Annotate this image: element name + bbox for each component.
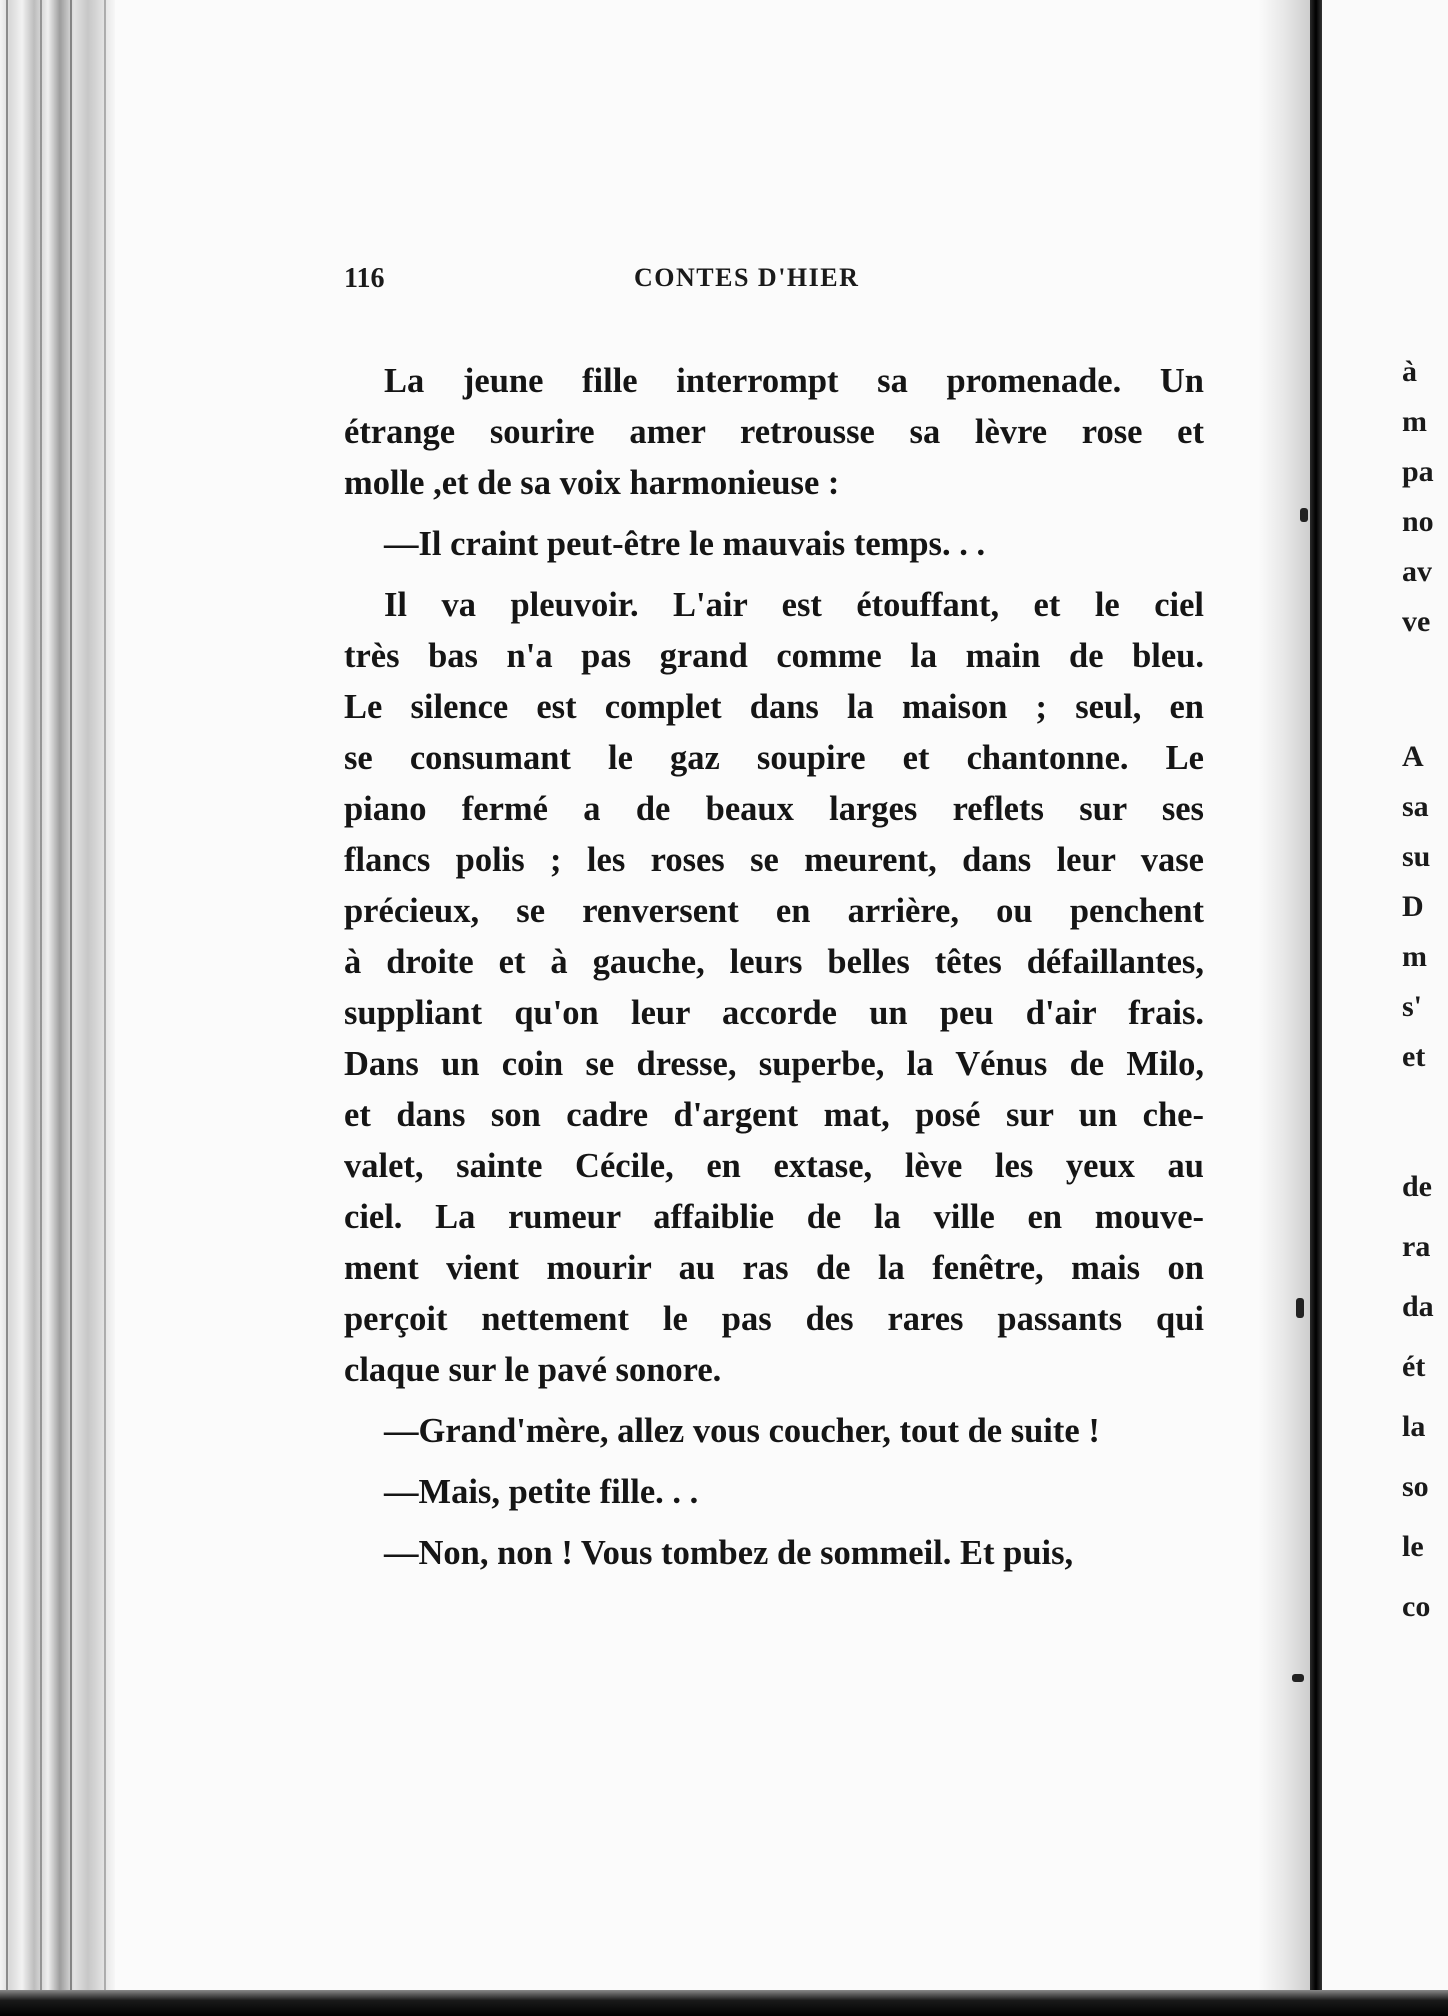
facing-fragment: so bbox=[1402, 1470, 1429, 1503]
text-line: perçoit nettement le pas des rares passants qui bbox=[344, 1300, 1204, 1338]
facing-fragment: et bbox=[1402, 1040, 1426, 1073]
dialogue-line bbox=[344, 519, 1204, 570]
facing-fragment: de bbox=[1402, 1170, 1432, 1203]
facing-fragment: pa bbox=[1402, 455, 1434, 488]
text-line: —Mais, petite fille. . . bbox=[384, 1473, 699, 1511]
dialogue-line bbox=[344, 1528, 1204, 1579]
text-line: ment vient mourir au ras de la fenêtre, mais on bbox=[344, 1249, 1204, 1287]
text-line: Le silence est complet dans la maison ; seul, en bbox=[344, 688, 1204, 726]
text-line: Il va pleuvoir. L'air est étouffant, et le ciel bbox=[384, 586, 1204, 624]
paragraph bbox=[344, 580, 1204, 1396]
text-line: et dans son cadre d'argent mat, posé sur un che- bbox=[344, 1096, 1204, 1134]
facing-fragment: su bbox=[1402, 840, 1431, 873]
text-line: —Non, non ! Vous tombez de sommeil. Et puis, bbox=[384, 1534, 1074, 1572]
running-title: CONTES D'HIER bbox=[634, 263, 860, 292]
facing-fragment: sa bbox=[1402, 790, 1429, 823]
facing-fragment: s' bbox=[1402, 990, 1423, 1023]
facing-fragment: à bbox=[1402, 355, 1417, 388]
scan-bottom-edge bbox=[0, 1990, 1448, 2016]
facing-fragment: av bbox=[1402, 555, 1432, 588]
facing-fragment: la bbox=[1402, 1410, 1426, 1443]
paragraph bbox=[344, 356, 1204, 509]
text-line: molle ,et de sa voix harmonieuse : bbox=[344, 464, 840, 502]
text-line: piano fermé a de beaux larges reflets sur ses bbox=[344, 790, 1204, 828]
facing-fragment: ve bbox=[1402, 605, 1431, 638]
facing-fragment: D bbox=[1402, 890, 1424, 923]
text-line: à droite et à gauche, leurs belles têtes défaillantes, bbox=[344, 943, 1204, 981]
text-line: ciel. La rumeur affaiblie de la ville en mouve- bbox=[344, 1198, 1204, 1236]
scan-speck bbox=[1300, 508, 1308, 522]
text-line: flancs polis ; les roses se meurent, dans leur vase bbox=[344, 841, 1204, 879]
text-line: —Grand'mère, allez vous coucher, tout de suite ! bbox=[384, 1412, 1100, 1450]
page-number: 116 bbox=[344, 263, 385, 294]
text-line: suppliant qu'on leur accorde un peu d'air frais. bbox=[344, 994, 1204, 1032]
binding-crease bbox=[70, 0, 72, 2016]
body-text bbox=[344, 356, 1204, 1579]
facing-fragment: m bbox=[1402, 405, 1427, 438]
text-line: se consumant le gaz soupire et chantonne. Le bbox=[344, 739, 1204, 777]
text-line: claque sur le pavé sonore. bbox=[344, 1351, 722, 1389]
facing-fragment: ét bbox=[1402, 1350, 1426, 1383]
text-line: valet, sainte Cécile, en extase, lève les yeux au bbox=[344, 1147, 1204, 1185]
scan-speck bbox=[1292, 1674, 1304, 1682]
text-line: —Il craint peut-être le mauvais temps. . . bbox=[384, 525, 986, 563]
facing-fragment: le bbox=[1402, 1530, 1424, 1563]
facing-fragment: co bbox=[1402, 1590, 1431, 1623]
facing-fragment: no bbox=[1402, 505, 1434, 538]
gutter-shadow bbox=[1258, 0, 1310, 2016]
book-binding-edge bbox=[0, 0, 115, 2016]
dialogue-line bbox=[344, 1467, 1204, 1518]
binding-crease bbox=[6, 0, 8, 2016]
text-line: La jeune fille interrompt sa promenade. Un bbox=[384, 362, 1204, 400]
facing-fragment: A bbox=[1402, 740, 1424, 773]
binding-crease bbox=[104, 0, 106, 2016]
text-line: étrange sourire amer retrousse sa lèvre rose et bbox=[344, 413, 1204, 451]
facing-fragment: ra bbox=[1402, 1230, 1431, 1263]
facing-page-text bbox=[1402, 0, 1448, 1990]
binding-crease bbox=[40, 0, 42, 2016]
facing-fragment: da bbox=[1402, 1290, 1434, 1323]
text-line: Dans un coin se dresse, superbe, la Vénus de Milo, bbox=[344, 1045, 1204, 1083]
facing-fragment: m bbox=[1402, 940, 1427, 973]
page-header bbox=[344, 263, 1184, 303]
dialogue-line bbox=[344, 1406, 1204, 1457]
text-line: très bas n'a pas grand comme la main de bleu. bbox=[344, 637, 1204, 675]
scan-speck bbox=[1296, 1298, 1304, 1318]
book-spine bbox=[1310, 0, 1322, 2016]
text-line: précieux, se renversent en arrière, ou penchent bbox=[344, 892, 1204, 930]
